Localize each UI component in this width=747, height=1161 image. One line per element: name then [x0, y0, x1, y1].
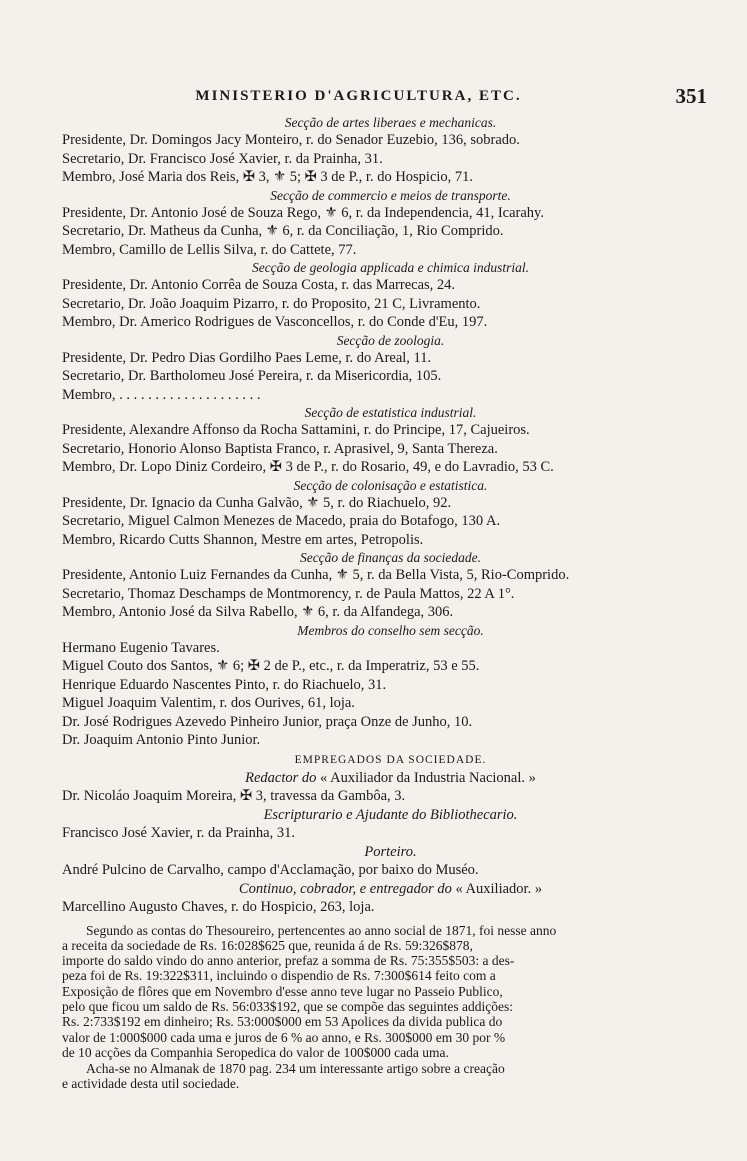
paragraph-line: e actividade desta util sociedade.	[62, 1076, 240, 1092]
member-line: Hermano Eugenio Tavares.	[62, 639, 220, 656]
employees-heading: EMPREGADOS DA SOCIEDADE.	[294, 753, 487, 766]
role-title	[62, 769, 719, 788]
employee-line: Dr. Nicoláo Joaquim Moreira, ✠ 3, travessa da Gambôa, 3.	[62, 788, 406, 804]
role-title-plain: « Auxiliador da Industria Nacional. »	[316, 769, 536, 786]
employee-line: Francisco José Xavier, r. da Prainha, 31.	[62, 825, 295, 841]
page-header	[60, 84, 717, 110]
role-title-italic: Escripturario e Ajudante do Bibliothecario.	[263, 806, 518, 823]
section-title: Secção de geologia applicada e chimica industrial.	[251, 260, 530, 275]
paragraph-line: Exposição de flôres que em Novembro d'esse anno teve lugar no Passeio Publico,	[62, 983, 503, 999]
section-title: Secção de zoologia.	[336, 332, 445, 348]
paragraph-line: Acha-se no Almanak de 1870 pag. 234 um interessante artigo sobre a creação	[86, 1061, 505, 1077]
member-line: Henrique Eduardo Nascentes Pinto, r. do Riachuelo, 31.	[62, 676, 387, 693]
page-content	[62, 114, 719, 1092]
section-title: Secção de colonisação e estatistica.	[293, 477, 488, 493]
role-title-italic: Porteiro.	[364, 843, 417, 860]
paragraph-line: a receita da sociedade de Rs. 16:028$625 que, reunida á de Rs. 59:326$878,	[62, 937, 473, 953]
member-line: Secretario, Thomaz Deschamps de Montmorency, r. de Paula Mattos, 22 A 1°.	[62, 585, 515, 602]
member-line: Membro, José Maria dos Reis, ✠ 3, ⚜ 5; ✠ 3 de P., r. do Hospicio, 71.	[62, 169, 474, 185]
member-line: Dr. José Rodrigues Azevedo Pinheiro Junior, praça Onze de Junho, 10.	[62, 713, 473, 730]
member-line: Miguel Couto dos Santos, ⚜ 6; ✠ 2 de P., etc., r. da Imperatriz, 53 e 55.	[62, 658, 480, 674]
member-line: Miguel Joaquim Valentim, r. dos Ourives, 61, loja.	[62, 695, 355, 711]
page-number: 351	[675, 84, 707, 108]
member-line: Secretario, Honorio Alonso Baptista Franco, r. Aprasivel, 9, Santa Thereza.	[62, 440, 498, 457]
paragraph-line: pelo que ficou um saldo de Rs. 56:033$192, que se compõe das seguintes addições:	[62, 998, 514, 1014]
running-head: MINISTERIO D'AGRICULTURA, ETC.	[195, 88, 522, 104]
paragraph-line: peza foi de Rs. 19:322$311, incluindo o dispendio de Rs. 7:300$614 feito com a	[62, 968, 496, 984]
member-line: Secretario, Dr. Bartholomeu José Pereira, r. da Misericordia, 105.	[62, 368, 442, 384]
member-line: Presidente, Dr. Ignacio da Cunha Galvão, ⚜ 5, r. do Riachuelo, 92.	[62, 494, 452, 511]
member-line: Dr. Joaquim Antonio Pinto Junior.	[62, 732, 261, 748]
section-title: Secção de artes liberaes e mechanicas.	[284, 115, 497, 130]
role-title	[62, 843, 719, 862]
paragraph-line: de 10 acções da Companhia Seropedica do valor de 100$000 cada uma.	[62, 1044, 449, 1060]
member-line: Presidente, Dr. Pedro Dias Gordilho Paes Leme, r. do Areal, 11.	[62, 349, 432, 366]
member-line: Membro, Antonio José da Silva Rabello, ⚜ 6, r. da Alfandega, 306.	[62, 604, 454, 620]
role-title-plain: « Auxiliador. »	[451, 880, 543, 897]
section-title: Secção de estatistica industrial.	[304, 405, 477, 420]
member-line: Secretario, Dr. Francisco José Xavier, r. da Prainha, 31.	[62, 150, 383, 167]
section-title: Secção de finanças da sociedade.	[299, 550, 482, 565]
member-line: Presidente, Alexandre Affonso da Rocha Sattamini, r. do Principe, 17, Cajueiros.	[62, 422, 530, 438]
member-line: Presidente, Dr. Domingos Jacy Monteiro, r. do Senador Euzebio, 136, sobrado.	[62, 132, 520, 148]
employee-line: Marcellino Augusto Chaves, r. do Hospicio, 263, loja.	[62, 899, 375, 915]
member-line: Membro, Dr. Americo Rodrigues de Vasconcellos, r. do Conde d'Eu, 197.	[62, 314, 488, 330]
paragraph-line: importe do saldo vindo do anno anterior, prefaz a somma de Rs. 75:355$503: a des-	[62, 953, 515, 969]
almanak-paragraph	[62, 1061, 719, 1092]
role-title	[62, 880, 719, 899]
role-title-italic: Redactor do	[245, 769, 317, 786]
member-line: Presidente, Dr. Antonio José de Souza Rego, ⚜ 6, r. da Independencia, 41, Icarahy.	[62, 204, 544, 221]
role-title-italic: Continuo, cobrador, e entregador do	[238, 880, 452, 897]
member-line: Membro, Ricardo Cutts Shannon, Mestre em artes, Petropolis.	[62, 531, 424, 548]
member-line: Presidente, Antonio Luiz Fernandes da Cunha, ⚜ 5, r. da Bella Vista, 5, Rio-Comprido.	[62, 567, 570, 583]
member-line: Secretario, Dr. Matheus da Cunha, ⚜ 6, r. da Conciliação, 1, Rio Comprido.	[62, 223, 504, 239]
role-title	[62, 806, 719, 825]
paragraph-line: Rs. 2:733$192 em dinheiro; Rs. 53:000$000 em 53 Apolices da divida publica do	[62, 1014, 503, 1030]
paragraph-line: valor de 1:000$000 cada uma e juros de 6 % ao anno, e Rs. 300$000 em 30 por %	[62, 1029, 506, 1045]
accounts-paragraph	[62, 923, 719, 1061]
employee-line: André Pulcino de Carvalho, campo d'Acclamação, por baixo do Muséo.	[62, 862, 479, 878]
section-title: Secção de commercio e meios de transporte.	[270, 187, 511, 203]
member-line: Membro, Dr. Lopo Diniz Cordeiro, ✠ 3 de P., r. do Rosario, 49, e do Lavradio, 53 C.	[62, 459, 554, 475]
section-title: Membros do conselho sem secção.	[297, 622, 484, 638]
member-line: Membro, . . . . . . . . . . . . . . . . . . . .	[62, 386, 261, 403]
paragraph-line: Segundo as contas do Thesoureiro, pertencentes ao anno social de 1871, foi nesse anno	[86, 922, 557, 938]
member-line: Secretario, Dr. João Joaquim Pizarro, r. do Proposito, 21 C, Livramento.	[62, 295, 481, 312]
member-line: Membro, Camillo de Lellis Silva, r. do Cattete, 77.	[62, 241, 357, 258]
member-line: Presidente, Dr. Antonio Corrêa de Souza Costa, r. das Marrecas, 24.	[62, 277, 456, 293]
member-line: Secretario, Miguel Calmon Menezes de Macedo, praia do Botafogo, 130 A.	[62, 513, 501, 529]
